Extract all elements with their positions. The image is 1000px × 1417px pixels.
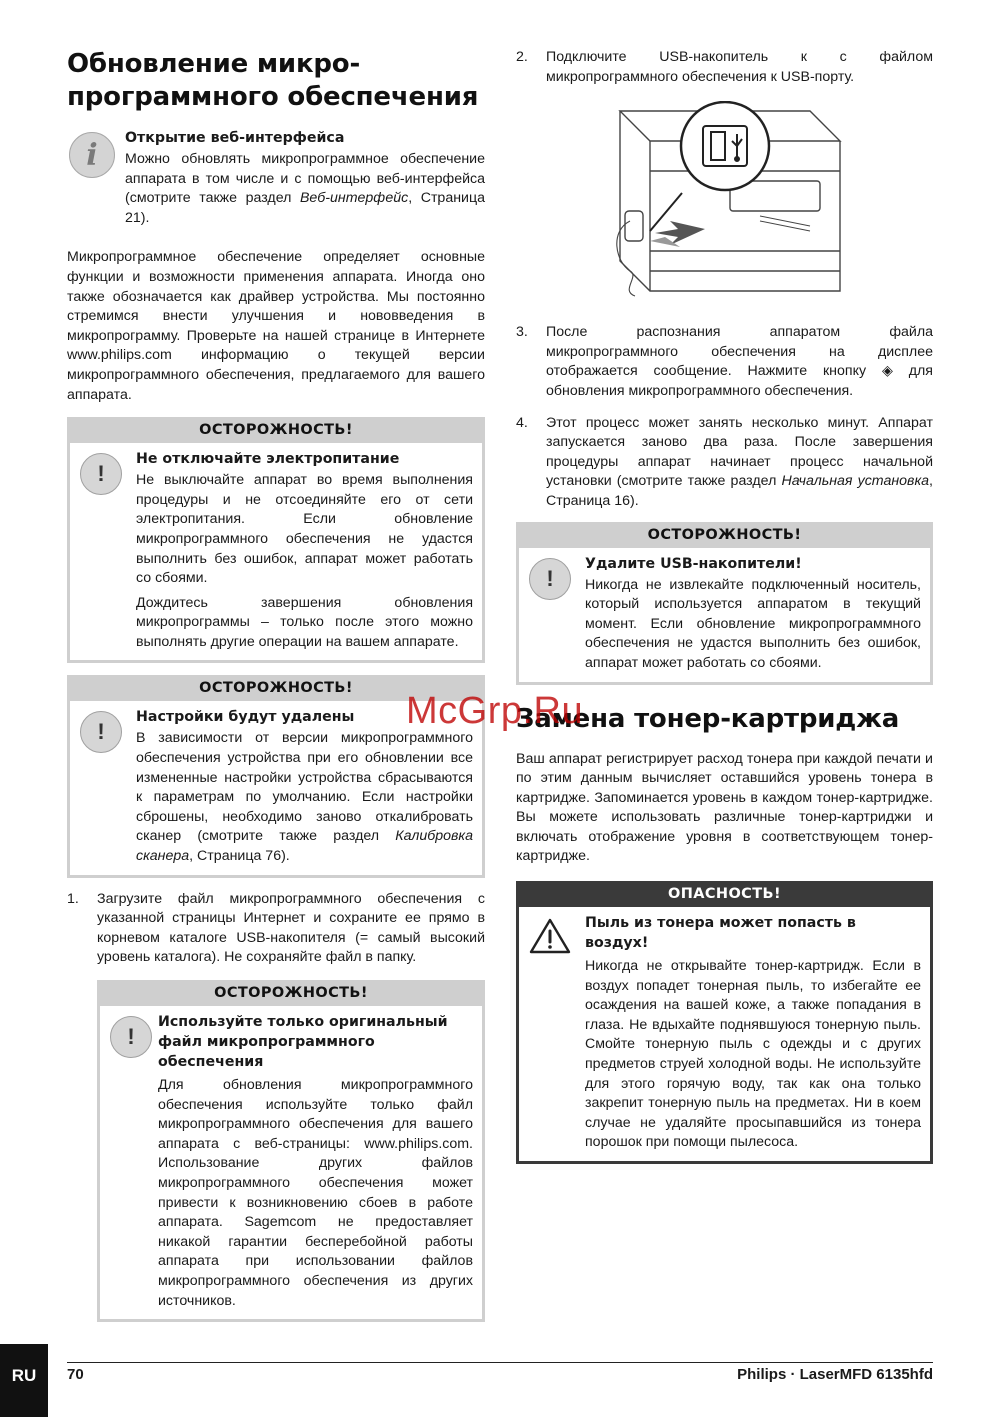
printer-drawing (610, 101, 850, 301)
danger-box-toner-dust (516, 881, 933, 1164)
printer-usb-illustration (610, 101, 850, 301)
watermark: McGrp.Ru (406, 690, 584, 732)
caution-text: Не выключайте аппарат во время выполнения процедуры и не отсоединяйте его от сети электропитания. Если обновление микропрограммного обеспечения не удастся выполнить без ошибок, аппарат может работать со сбоями. (136, 472, 473, 587)
danger-header: ОПАСНОСТЬ! (516, 881, 933, 907)
step-1 (67, 890, 485, 968)
page-number: 70 (67, 1366, 84, 1383)
step-number: 3. (516, 324, 528, 341)
step-text: Загрузите файл микропрограммного обеспечения с указанной страницы Интернет и сохраните ее прямо в корневом каталоге USB-накопителя (= самый высокий уровень каталога). Не сохраняйте файл в папку. (97, 890, 485, 966)
exclamation-icon: ! (80, 453, 122, 495)
caution-header: ОСТОРОЖНОСТЬ! (67, 675, 485, 701)
danger-heading: Пыль из тонера может попасть в воздух! (585, 915, 856, 952)
caution-box-original-file (97, 980, 485, 1322)
exclamation-icon: ! (529, 558, 571, 600)
step-number: 1. (67, 890, 79, 907)
warning-triangle-icon (529, 917, 571, 955)
caution-text: В зависимости от версии микропрограммного обеспечения устройства при его обновлении все измененные настройки устройства сбрасываются к параметрам по умолчанию. Если настройки сброшены, необходимо заново откалибровать сканер (смотрите также раздел Калибровка сканера, Страница 76). (136, 730, 473, 865)
language-tab: RU (0, 1344, 48, 1417)
step-4 (516, 414, 933, 512)
right-column (516, 48, 933, 1176)
caution-text: Никогда не извлекайте подключенный носитель, который используется аппаратом в текущий момент. Если обновление микропрограммного обеспечения не удастся выполнить без ошибок, аппарат может работать со сбоями. (585, 576, 921, 671)
step-ref: Начальная установка (781, 473, 930, 490)
caution-text: Для обновления микропрограммного обеспечения используйте только файл микропрограммного обеспечения для вашего аппарата с веб-страницы: www.philips.com. Использование других файлов микропрограммного обеспечения может привести к возникновению сбоев в работе аппарата. Sagemcom не предоставляет никакой гарантии бесперебойной работы аппарата при использовании файлов микропрограммного обеспечения из других источников. (158, 1077, 473, 1309)
caution-body (97, 1006, 485, 1322)
caution-header: ОСТОРОЖНОСТЬ! (67, 417, 485, 443)
caution-heading: Настройки будут удалены (136, 709, 355, 726)
step-3 (516, 323, 933, 401)
firmware-intro: Микропрограммное обеспечение определяет основные функции и возможности применения аппарата. Иногда оно также обозначается как драйвер устройства. Мы постоянно стремимся внести улучшения и нововведения в микропрограмму. Проверьте на нашей странице в Интернете www.philips.com информацию о текущей версии микропрограммного обеспечения, предлагаемого для вашего аппарата. (67, 249, 485, 403)
step-number: 4. (516, 414, 528, 431)
section-title-firmware: Обновление микро- программного обеспечения (67, 49, 479, 112)
note-heading: Открытие веб-интерфейса (125, 130, 345, 146)
section-title-toner: Замена тонер-картриджа (516, 703, 900, 734)
start-button-icon: ◈ (881, 363, 893, 380)
caution-text-2: Дождитесь завершения обновления микропрограммы – только после этого можно выполнять другие операции на вашем аппарате. (136, 594, 473, 650)
caution-heading: Используйте только оригинальный файл микропрограммного обеспечения (158, 1014, 448, 1070)
info-note (67, 128, 485, 228)
footer-divider (67, 1362, 933, 1363)
caution-heading: Удалите USB-накопители! (585, 555, 802, 572)
caution-header: ОСТОРОЖНОСТЬ! (516, 522, 933, 548)
caution-body (516, 548, 933, 685)
info-icon: i (69, 132, 115, 178)
step-number: 2. (516, 49, 528, 65)
toner-intro: Ваш аппарат регистрирует расход тонера при каждой печати и по этим данным вычисляет оставшийся уровень тонера в картридже. Запоминается уровень в каждом тонер-картридже. Вы можете использовать различные тонер-картриджи и включать отображение уровня в соответствующем тонер-картридже. (516, 750, 933, 865)
caution-box-power (67, 417, 485, 663)
step-text: После распознания аппаратом файла микропрограммного обеспечения на дисплее отображается сообщение. Нажмите кнопку ◈ для обновления микропрограммного обеспечения. (546, 324, 933, 399)
step-2 (516, 48, 933, 87)
danger-text: Никогда не открывайте тонер-картридж. Если в воздух попадет тонерная пыль, то избегайте ее осаждения на вашей коже, а также попадания в глаза. Не вдыхайте поднявшуюся тонерную пыль. Смойте тонерную пыль с одежды и с других предметов струей холодной воды. Не используйте для этого горячую воду, так как она только закрепит тонерную пыль на предметах. Ни в коем случае не удаляйте просыпавшийся из тонера порошок при помощи пылесоса. (585, 958, 921, 1151)
caution-ref: Калибровка сканера (136, 828, 473, 865)
note-text: Можно обновлять микропрограммное обеспечение аппарата в том числе и с помощью веб-интерфейса (смотрите также раздел Веб-интерфейс, Страница 21). (125, 151, 485, 226)
note-ref: Веб-интерфейс (299, 190, 409, 207)
caution-header: ОСТОРОЖНОСТЬ! (97, 980, 485, 1006)
caution-body (67, 443, 485, 663)
exclamation-icon: ! (110, 1016, 152, 1058)
exclamation-icon: ! (80, 711, 122, 753)
step-text: Подключите USB-накопитель к с файлом микропрограммного обеспечения к USB-порту. (546, 49, 933, 85)
caution-box-usb (516, 522, 933, 685)
danger-body (516, 907, 933, 1164)
caution-heading: Не отключайте электропитание (136, 451, 400, 468)
step-text: Этот процесс может занять несколько минут. Аппарат запускается заново два раза. После завершения процедуры аппарат начинает процесс начальной установки (смотрите также раздел Начальная установка, Страница 16). (546, 414, 933, 509)
product-name: Philips · LaserMFD 6135hfd (737, 1366, 933, 1383)
